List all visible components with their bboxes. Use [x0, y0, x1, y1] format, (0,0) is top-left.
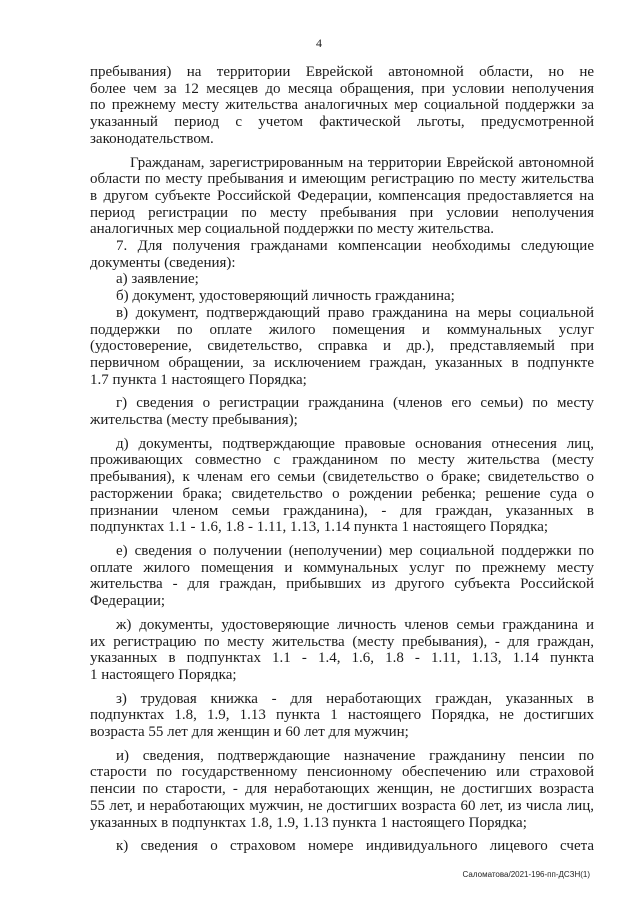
- text-line: первичном обращении, за исключением граждан, указанных в подпункте: [90, 354, 594, 371]
- text-line: Федерации;: [90, 593, 166, 610]
- text-line: подпунктах 1.1 - 1.6, 1.8 - 1.11, 1.13, 1.14 пункта 1 настоящего Порядка;: [90, 519, 549, 536]
- text-line: период регистрации по месту пребывания при условии неполучения: [90, 204, 594, 221]
- text-line: Гражданам, зарегистрированным на территории Еврейской автономной: [130, 154, 594, 171]
- text-line: 55 лет, и неработающих мужчин, не достигших возраста 60 лет, из числа лиц,: [90, 797, 594, 814]
- text-line: их регистрацию по месту жительства (месту пребывания), - для граждан,: [90, 633, 594, 650]
- text-line: (удостоверение, свидетельство, справка и др.), представляемый при: [90, 338, 594, 355]
- text-line: жительства (месту пребывания);: [90, 412, 298, 429]
- text-line: документы (сведения):: [90, 254, 236, 271]
- text-line: по прежнему месту жительства аналогичных мер социальной поддержки за: [90, 97, 594, 114]
- text-line: ж) документы, удостоверяющие личность членов семьи гражданина и: [116, 616, 594, 633]
- text-line: указанных в подпунктах 1.8, 1.9, 1.13 пункта 1 настоящего Порядка;: [90, 814, 527, 831]
- text-line: жительства - для граждан, прибывших из другого субъекта Российской: [90, 576, 594, 593]
- text-line: в другом субъекте Российской Федерации, компенсация предоставляется на: [90, 187, 594, 204]
- text-line: признании членом семьи гражданина), - для граждан, указанных в: [90, 502, 594, 519]
- text-line: расторжении брака; свидетельство о рождении ребенка; решение суда о: [90, 485, 594, 502]
- text-line: возраста 55 лет для женщин и 60 лет для мужчин;: [90, 724, 409, 741]
- text-line: проживающих совместно с гражданином по месту жительства (месту: [90, 452, 594, 469]
- text-line: к) сведения о страховом номере индивидуального лицевого счета: [116, 838, 594, 855]
- text-line: указанный период с учетом фактической льготы, предусмотренной: [90, 114, 594, 131]
- text-line: поддержки по оплате жилого помещения и коммунальных услуг: [90, 321, 594, 338]
- text-line: 1 настоящего Порядка;: [90, 666, 237, 683]
- text-line: более чем за 12 месяцев до месяца обращения, при условии неполучения: [90, 80, 594, 97]
- text-line: з) трудовая книжка - для неработающих граждан, указанных в: [116, 690, 594, 707]
- text-line: подпунктах 1.8, 1.9, 1.13 пункта 1 настоящего Порядка, не достигших: [90, 707, 594, 724]
- text-line: д) документы, подтверждающие правовые основания отнесения лиц,: [116, 435, 594, 452]
- page-number: 4: [316, 36, 322, 50]
- text-line: в) документ, подтверждающий право гражданина на меры социальной: [116, 304, 594, 321]
- text-line: аналогичных мер социальной поддержки по месту жительства.: [90, 221, 495, 238]
- text-line: е) сведения о получении (неполучении) мер социальной поддержки по: [116, 542, 594, 559]
- text-line: а) заявление;: [116, 271, 199, 288]
- text-line: пенсии по старости, - для неработающих женщин, не достигших возраста: [90, 781, 594, 798]
- text-line: оплате жилого помещения и коммунальных услуг по прежнему месту: [90, 559, 594, 576]
- text-line: и) сведения, подтверждающие назначение гражданину пенсии по: [116, 747, 594, 764]
- text-line: 7. Для получения гражданами компенсации необходимы следующие: [116, 238, 594, 255]
- text-line: области по месту пребывания и имеющим регистрацию по месту жительства: [90, 171, 594, 188]
- text-line: указанных в подпунктах 1.1 - 1.4, 1.6, 1.8 - 1.11, 1.13, 1.14 пункта: [90, 650, 594, 667]
- text-line: законодательством.: [90, 130, 214, 147]
- text-line: пребывания), к членам его семьи (свидетельство о браке; свидетельство о: [90, 469, 594, 486]
- text-line: б) документ, удостоверяющий личность гражданина;: [116, 288, 455, 305]
- text-line: пребывания) на территории Еврейской автономной области, но не: [90, 64, 594, 80]
- text-line: г) сведения о регистрации гражданина (членов его семьи) по месту: [116, 395, 594, 412]
- text-line: 1.7 пункта 1 настоящего Порядка;: [90, 371, 307, 388]
- document-footer-id: Саломатова/2021-196-пп-ДСЗН(1): [462, 870, 590, 879]
- text-line: старости по государственному пенсионному обеспечению или страховой: [90, 764, 594, 781]
- document-body: [90, 64, 594, 855]
